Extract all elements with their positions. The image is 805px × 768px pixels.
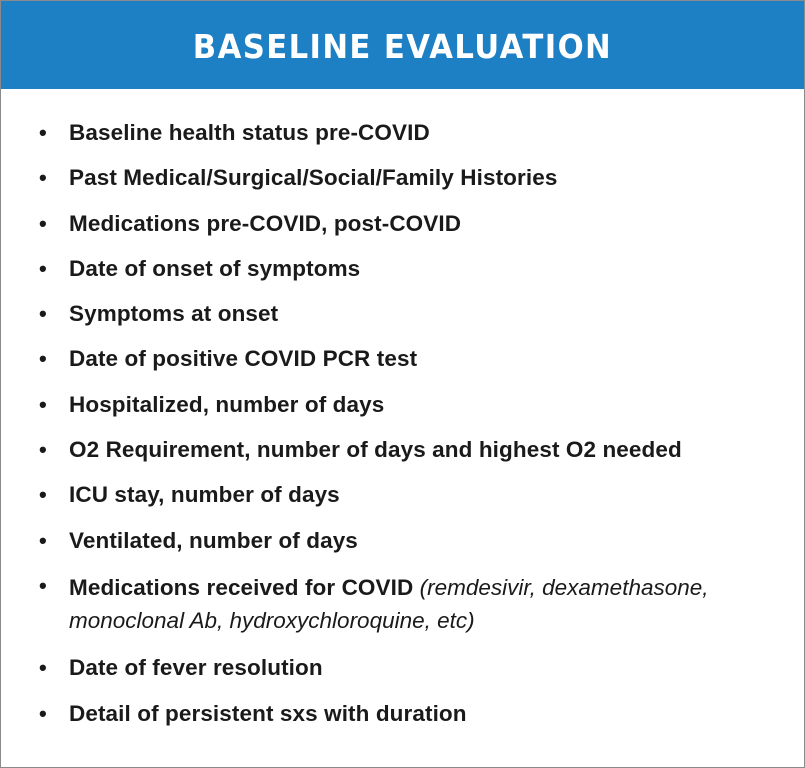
list-item xyxy=(1,209,804,238)
item-text: Past Medical/Surgical/Social/Family Histories xyxy=(69,165,558,191)
bullet-icon: • xyxy=(39,391,47,417)
bullet-icon: • xyxy=(39,572,47,598)
list-item xyxy=(1,526,804,555)
bullet-icon: • xyxy=(39,527,47,553)
card-header xyxy=(1,1,804,89)
bullet-icon: • xyxy=(39,700,47,726)
item-text: Date of fever resolution xyxy=(69,655,323,681)
list-item xyxy=(1,480,804,509)
bullet-icon: • xyxy=(39,655,47,681)
bullet-icon: • xyxy=(39,437,47,463)
bullet-icon: • xyxy=(39,255,47,281)
list-item xyxy=(1,699,804,728)
list-item xyxy=(1,254,804,283)
list-item xyxy=(1,163,804,192)
list-item xyxy=(1,653,804,682)
item-text: ICU stay, number of days xyxy=(69,482,340,508)
item-text: Detail of persistent sxs with duration xyxy=(69,700,467,726)
item-text: O2 Requirement, number of days and highest O2 needed xyxy=(69,437,682,463)
item-text: Symptoms at onset xyxy=(69,301,279,327)
list-item xyxy=(1,118,804,147)
bullet-icon: • xyxy=(39,165,47,191)
bullet-icon: • xyxy=(39,120,47,145)
item-text: Date of positive COVID PCR test xyxy=(69,346,418,372)
item-text: Baseline health status pre-COVID xyxy=(69,120,430,145)
list-item xyxy=(1,435,804,464)
evaluation-list xyxy=(1,118,804,744)
item-note: (remdesivir, dexamethasone, monoclonal Ab, hydroxychloroquine, etc) xyxy=(69,574,709,633)
list-item xyxy=(1,299,804,328)
bullet-icon: • xyxy=(39,346,47,372)
item-text: Hospitalized, number of days xyxy=(69,391,385,417)
item-text: Medications received for COVID xyxy=(69,574,414,600)
list-item xyxy=(1,390,804,419)
bullet-icon: • xyxy=(39,482,47,508)
item-text: Date of onset of symptoms xyxy=(69,255,361,281)
item-text: Medications pre-COVID, post-COVID xyxy=(69,210,462,236)
list-item xyxy=(1,571,804,637)
bullet-icon: • xyxy=(39,301,47,327)
bullet-icon: • xyxy=(39,210,47,236)
list-item xyxy=(1,344,804,373)
item-text: Ventilated, number of days xyxy=(69,527,358,553)
card-title: BASELINE EVALUATION xyxy=(192,26,613,66)
